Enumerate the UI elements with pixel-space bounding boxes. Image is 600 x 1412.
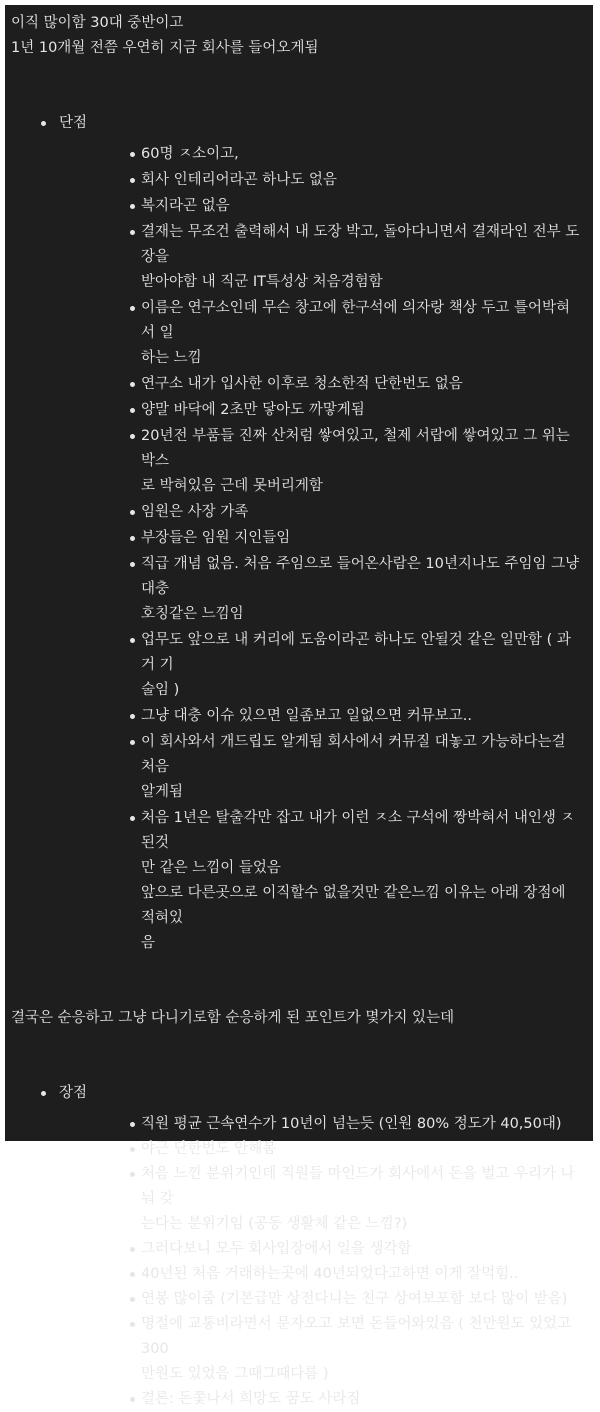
- list-item: [59, 552, 587, 627]
- list-item-line: 는다는 분위기임 (공동 생활체 같은 느낌?): [141, 1216, 408, 1232]
- list-item: [59, 1112, 587, 1137]
- list-item-line: 20년전 부품들 진짜 산처럼 쌓여있고, 철제 서랍에 쌓여있고 그 위는 박스: [141, 428, 570, 469]
- list-item-line: 술임 ): [141, 682, 180, 698]
- list-item: [59, 194, 587, 219]
- list-item: [59, 1312, 587, 1387]
- conclusion-text: 결국은 순응하고 그냥 다니기로함 순응하게 된 포인트가 몇가지 있는데: [11, 1010, 455, 1026]
- list-item: [59, 1237, 587, 1262]
- list-item-line: 양말 바닥에 2초만 닿아도 까맣게됨: [141, 402, 365, 418]
- cons-list: [59, 142, 587, 956]
- list-item-line: 결론: 돈쫓나서 희망도 꿈도 사라짐: [141, 1391, 361, 1407]
- list-item-line: 앞으로 다른곳으로 이직할수 없을것만 같은느낌 이유는 아래 장점에 적혀있: [141, 885, 566, 926]
- cons-section: [11, 111, 587, 956]
- intro-line: 1년 10개월 전쯤 우연히 지금 회사를 들어오게됨: [11, 40, 319, 56]
- section-heading-cons: [11, 111, 587, 956]
- list-item-line: 명절에 교통비라면서 문자오고 보면 돈들어와있음 ( 천만원도 있었고 300: [141, 1316, 572, 1357]
- list-item: [59, 1287, 587, 1312]
- pros-list: [59, 1112, 587, 1412]
- list-item: [59, 526, 587, 551]
- list-item-line: 회사 인테리어라곤 하나도 없음: [141, 172, 337, 188]
- list-item: [59, 704, 587, 729]
- list-item: [59, 220, 587, 295]
- list-item: [59, 1262, 587, 1287]
- list-item-line: 직원 평균 근속연수가 10년이 넘는듯 (인원 80% 정도가 40,50대): [141, 1116, 562, 1132]
- list-item-line: 로 박혀있음 근데 못버리게함: [141, 478, 323, 494]
- list-item-line: 이름은 연구소인데 무슨 창고에 한구석에 의자랑 책상 두고 틀어박혀서 일: [141, 300, 571, 341]
- list-item-line: 그냥 대충 이슈 있으면 일좀보고 일없으면 커뮤보고..: [141, 708, 473, 724]
- list-item: [59, 398, 587, 423]
- list-item-line: 연봉 많이줌 (기본급만 상전다니는 친구 상여보포함 보다 많이 받음): [141, 1291, 568, 1307]
- list-item-line: 처음 1년은 탈출각만 잡고 내가 이런 ㅈ소 구석에 짱박혀서 내인생 ㅈ된것: [141, 810, 575, 851]
- list-item-line: 그러다보니 모두 회사입장에서 일을 생각함: [141, 1241, 412, 1257]
- list-item-line: 처음 느낀 분위기인데 직원들 마인드가 회사에서 돈을 벌고 우리가 나눠 갖: [141, 1166, 575, 1207]
- list-item-line: 임원은 사장 가족: [141, 504, 249, 520]
- list-item-line: 만원도 있었음 그때그때다름 ): [141, 1366, 329, 1382]
- list-item: [59, 168, 587, 193]
- list-item-line: 받아야함 내 직군 IT특성상 처음경험함: [141, 274, 383, 290]
- list-item: [59, 424, 587, 499]
- list-item: [59, 1387, 587, 1412]
- section-title: 단점: [59, 115, 88, 131]
- list-item: [59, 296, 587, 371]
- list-item: [59, 500, 587, 525]
- list-item-line: 하는 느낌: [141, 350, 202, 366]
- list-item: [59, 806, 587, 956]
- list-item-line: 호칭같은 느낌임: [141, 606, 244, 622]
- list-item: [59, 142, 587, 167]
- list-item-line: 연구소 내가 입사한 이후로 청소한적 단한번도 없음: [141, 376, 463, 392]
- list-item-line: 이 회사와서 개드립도 알게됨 회사에서 커뮤질 대놓고 가능하다는걸 처음: [141, 734, 566, 775]
- list-item-line: 만 같은 느낌이 들었음: [141, 860, 281, 876]
- list-item-line: 부장들은 임원 지인들임: [141, 530, 291, 546]
- section-heading-pros: [11, 1081, 587, 1412]
- list-item: [59, 1137, 587, 1162]
- list-item: [59, 730, 587, 805]
- intro: [11, 11, 587, 61]
- post-body: [5, 5, 593, 1407]
- list-item: [59, 628, 587, 703]
- list-item-line: 알게됨: [141, 784, 184, 800]
- list-item-line: 업무도 앞으로 내 커리에 도움이라곤 하나도 안될것 같은 일만함 ( 과거 기: [141, 632, 571, 673]
- list-item: [59, 1162, 587, 1237]
- intro-line: 이직 많이함 30대 중반이고: [11, 15, 184, 31]
- section-title: 장점: [59, 1085, 88, 1101]
- list-item-line: 음: [141, 935, 156, 951]
- list-item-line: 결재는 무조건 출력해서 내 도장 박고, 돌아다니면서 결재라인 전부 도장을: [141, 224, 580, 265]
- list-item-line: 야근 단한번도 안해봄: [141, 1141, 277, 1157]
- list-item-line: 복지라곤 없음: [141, 198, 230, 214]
- list-item: [59, 372, 587, 397]
- list-item-line: 40년된 처음 거래하는곳에 40년되었다고하면 이게 잘먹힘..: [141, 1266, 519, 1282]
- list-item-line: 직급 개념 없음. 처음 주임으로 들어온사람은 10년지나도 주임임 그냥 대충: [141, 556, 580, 597]
- list-item-line: 60명 ㅈ소이고,: [141, 146, 239, 162]
- pros-section: [11, 1081, 587, 1412]
